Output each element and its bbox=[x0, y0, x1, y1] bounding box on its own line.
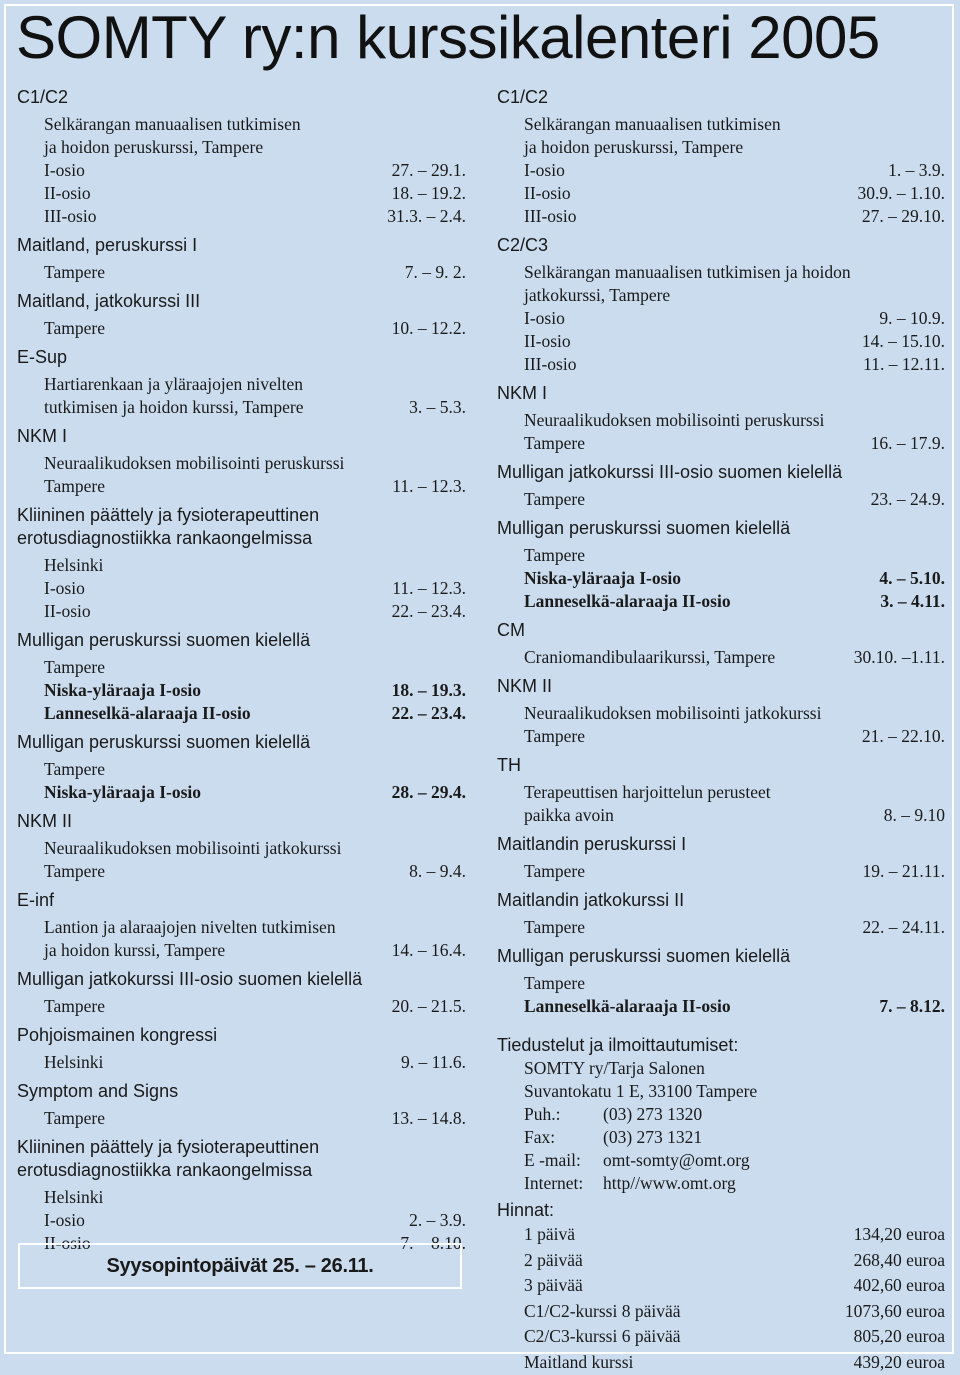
course-heading: Maitlandin peruskurssi I bbox=[497, 833, 945, 856]
course-entry bbox=[17, 629, 466, 725]
course-line-text: Lanneselkä-alaraaja II-osio bbox=[524, 995, 731, 1018]
course-line-text: Craniomandibulaarikurssi, Tampere bbox=[524, 646, 775, 669]
course-line-text: Tampere bbox=[524, 860, 585, 883]
course-line bbox=[497, 702, 945, 725]
course-line-text: Tampere bbox=[44, 261, 105, 284]
autumn-seminar-text: Syysopintopäivät 25. – 26.11. bbox=[107, 1255, 374, 1278]
course-date: 14. – 16.4. bbox=[392, 939, 466, 962]
course-line bbox=[17, 837, 466, 860]
course-line bbox=[17, 475, 466, 498]
course-heading: C1/C2 bbox=[497, 86, 945, 109]
course-line-text: ja hoidon kurssi, Tampere bbox=[44, 939, 225, 962]
course-line-text: Lanneselkä-alaraaja II-osio bbox=[524, 590, 731, 613]
course-date: 8. – 9.10 bbox=[884, 804, 945, 827]
course-line bbox=[17, 758, 466, 781]
course-line bbox=[17, 781, 466, 804]
course-line-text: Tampere bbox=[44, 317, 105, 340]
course-entry bbox=[17, 1136, 466, 1255]
course-line-text: Neuraalikudoksen mobilisointi jatkokurssi bbox=[44, 837, 341, 860]
course-entry bbox=[497, 517, 945, 613]
course-line bbox=[17, 554, 466, 577]
course-line-text: I-osio bbox=[524, 159, 565, 182]
course-heading: CM bbox=[497, 619, 945, 642]
course-date: 19. – 21.11. bbox=[863, 860, 945, 883]
course-line-text: II-osio bbox=[44, 1232, 91, 1255]
course-heading: Mulligan jatkokurssi III-osio suomen kielellä bbox=[17, 968, 466, 991]
course-date: 9. – 10.9. bbox=[879, 307, 945, 330]
course-heading: Pohjoismainen kongressi bbox=[17, 1024, 466, 1047]
course-line bbox=[17, 916, 466, 939]
course-date: 11. – 12.3. bbox=[392, 475, 466, 498]
course-line bbox=[17, 373, 466, 396]
course-line-text: II-osio bbox=[44, 600, 91, 623]
course-line bbox=[17, 205, 466, 228]
course-heading-cont: erotusdiagnostiikka rankaongelmissa bbox=[17, 527, 466, 550]
course-entry bbox=[17, 346, 466, 419]
course-line-text: I-osio bbox=[44, 159, 85, 182]
course-heading-cont: erotusdiagnostiikka rankaongelmissa bbox=[17, 1159, 466, 1182]
course-heading: Mulligan peruskurssi suomen kielellä bbox=[497, 517, 945, 540]
course-entry bbox=[497, 382, 945, 455]
contact-row bbox=[497, 1103, 945, 1126]
course-line bbox=[17, 600, 466, 623]
course-line bbox=[497, 409, 945, 432]
course-date: 18. – 19.2. bbox=[392, 182, 466, 205]
course-line bbox=[17, 261, 466, 284]
course-entry bbox=[17, 1024, 466, 1074]
course-line-text: Niska-yläraaja I-osio bbox=[44, 781, 201, 804]
course-line bbox=[17, 1051, 466, 1074]
course-line bbox=[17, 1107, 466, 1130]
contact-value: (03) 273 1321 bbox=[603, 1126, 702, 1149]
course-heading: TH bbox=[497, 754, 945, 777]
course-date: 14. – 15.10. bbox=[862, 330, 945, 353]
course-line bbox=[497, 113, 945, 136]
course-date: 22. – 23.4. bbox=[392, 600, 466, 623]
course-heading: Kliininen päättely ja fysioterapeuttinen bbox=[17, 504, 466, 527]
course-heading: NKM II bbox=[17, 810, 466, 833]
course-line-text: jatkokurssi, Tampere bbox=[524, 284, 670, 307]
course-date: 31.3. – 2.4. bbox=[387, 205, 466, 228]
course-line-text: III-osio bbox=[524, 205, 576, 228]
course-line bbox=[497, 284, 945, 307]
course-entry bbox=[17, 504, 466, 623]
contact-value: http//www.omt.org bbox=[603, 1172, 736, 1195]
course-line bbox=[497, 353, 945, 376]
course-line bbox=[17, 159, 466, 182]
course-date: 16. – 17.9. bbox=[871, 432, 945, 455]
course-date: 7. – 9. 2. bbox=[405, 261, 466, 284]
price-label: 1 päivä bbox=[524, 1222, 575, 1248]
course-line-text: Tampere bbox=[44, 995, 105, 1018]
course-line bbox=[17, 939, 466, 962]
course-date: 27. – 29.10. bbox=[862, 205, 945, 228]
course-line bbox=[497, 916, 945, 939]
course-line-text: Tampere bbox=[524, 972, 585, 995]
course-entry bbox=[17, 810, 466, 883]
course-date: 20. – 21.5. bbox=[392, 995, 466, 1018]
course-line bbox=[497, 159, 945, 182]
price-value: 402,60 euroa bbox=[854, 1273, 945, 1299]
course-line-text: Tampere bbox=[44, 475, 105, 498]
course-line-text: tutkimisen ja hoidon kurssi, Tampere bbox=[44, 396, 303, 419]
course-date: 30.10. –1.11. bbox=[854, 646, 945, 669]
course-line bbox=[497, 488, 945, 511]
course-line bbox=[497, 995, 945, 1018]
course-line bbox=[17, 113, 466, 136]
course-date: 10. – 12.2. bbox=[392, 317, 466, 340]
course-line bbox=[497, 646, 945, 669]
course-line-text: Tampere bbox=[524, 916, 585, 939]
course-line-text: ja hoidon peruskurssi, Tampere bbox=[524, 136, 743, 159]
course-line-text: Tampere bbox=[524, 725, 585, 748]
price-row bbox=[497, 1248, 945, 1274]
course-line bbox=[497, 544, 945, 567]
course-date: 3. – 4.11. bbox=[880, 590, 945, 613]
price-value: 439,20 euroa bbox=[854, 1350, 945, 1375]
course-line bbox=[497, 136, 945, 159]
course-heading: Mulligan peruskurssi suomen kielellä bbox=[497, 945, 945, 968]
course-heading: E-inf bbox=[17, 889, 466, 912]
course-line bbox=[17, 317, 466, 340]
course-line-text: Helsinki bbox=[44, 1186, 103, 1209]
course-line-text: Terapeuttisen harjoittelun perusteet bbox=[524, 781, 771, 804]
course-line bbox=[497, 590, 945, 613]
left-column bbox=[17, 86, 466, 1255]
course-line bbox=[497, 182, 945, 205]
course-entry bbox=[17, 234, 466, 284]
course-line-text: paikka avoin bbox=[524, 804, 614, 827]
contact-row bbox=[497, 1126, 945, 1149]
course-line-text: Tampere bbox=[44, 758, 105, 781]
course-line bbox=[497, 725, 945, 748]
course-line bbox=[17, 860, 466, 883]
contact-value: (03) 273 1320 bbox=[603, 1103, 702, 1126]
course-date: 22. – 24.11. bbox=[863, 916, 945, 939]
course-entry bbox=[17, 968, 466, 1018]
course-line-text: Neuraalikudoksen mobilisointi jatkokurssi bbox=[524, 702, 821, 725]
course-line-text: Selkärangan manuaalisen tutkimisen ja hoidon bbox=[524, 261, 851, 284]
course-heading: Kliininen päättely ja fysioterapeuttinen bbox=[17, 1136, 466, 1159]
contact-label: Internet: bbox=[524, 1172, 603, 1195]
course-entry bbox=[497, 945, 945, 1018]
course-entry bbox=[497, 234, 945, 376]
course-heading: C2/C3 bbox=[497, 234, 945, 257]
course-date: 3. – 5.3. bbox=[409, 396, 466, 419]
course-line-text: Tampere bbox=[44, 656, 105, 679]
contact-value: omt-somty@omt.org bbox=[603, 1149, 750, 1172]
course-line bbox=[497, 261, 945, 284]
course-line bbox=[17, 452, 466, 475]
course-entry bbox=[17, 1080, 466, 1130]
course-heading: C1/C2 bbox=[17, 86, 466, 109]
course-line-text: Niska-yläraaja I-osio bbox=[524, 567, 681, 590]
course-line bbox=[17, 182, 466, 205]
course-heading: Maitland, peruskurssi I bbox=[17, 234, 466, 257]
course-line bbox=[497, 804, 945, 827]
course-line bbox=[497, 432, 945, 455]
course-line bbox=[17, 577, 466, 600]
course-line-text: Helsinki bbox=[44, 554, 103, 577]
course-line bbox=[497, 781, 945, 804]
course-line-text: II-osio bbox=[524, 182, 571, 205]
price-value: 1073,60 euroa bbox=[845, 1299, 945, 1325]
price-label: C2/C3-kurssi 6 päivää bbox=[524, 1324, 681, 1350]
price-row bbox=[497, 1222, 945, 1248]
course-line-text: Tampere bbox=[44, 860, 105, 883]
autumn-seminar-box bbox=[18, 1243, 462, 1289]
contact-heading: Tiedustelut ja ilmoittautumiset: bbox=[497, 1034, 945, 1057]
course-line bbox=[497, 205, 945, 228]
course-line-text: Selkärangan manuaalisen tutkimisen bbox=[524, 113, 781, 136]
course-line bbox=[17, 1186, 466, 1209]
course-date: 11. – 12.11. bbox=[863, 353, 945, 376]
course-date: 2. – 3.9. bbox=[409, 1209, 466, 1232]
course-entry bbox=[497, 619, 945, 669]
course-heading: Mulligan peruskurssi suomen kielellä bbox=[17, 731, 466, 754]
course-line-text: II-osio bbox=[44, 182, 91, 205]
price-value: 134,20 euroa bbox=[854, 1222, 945, 1248]
course-heading: E-Sup bbox=[17, 346, 466, 369]
price-value: 268,40 euroa bbox=[854, 1248, 945, 1274]
course-line-text: Tampere bbox=[44, 1107, 105, 1130]
course-date: 18. – 19.3. bbox=[392, 679, 466, 702]
course-line bbox=[17, 136, 466, 159]
course-date: 30.9. – 1.10. bbox=[858, 182, 946, 205]
course-line bbox=[17, 396, 466, 419]
course-line-text: Helsinki bbox=[44, 1051, 103, 1074]
course-heading: Maitland, jatkokurssi III bbox=[17, 290, 466, 313]
course-line-text: III-osio bbox=[44, 205, 96, 228]
contact-org: SOMTY ry/Tarja Salonen bbox=[497, 1057, 945, 1080]
course-date: 23. – 24.9. bbox=[871, 488, 945, 511]
course-line-text: II-osio bbox=[524, 330, 571, 353]
course-line-text: Neuraalikudoksen mobilisointi peruskurssi bbox=[524, 409, 824, 432]
course-date: 13. – 14.8. bbox=[392, 1107, 466, 1130]
course-date: 8. – 9.4. bbox=[409, 860, 466, 883]
course-entry bbox=[497, 754, 945, 827]
contact-row bbox=[497, 1149, 945, 1172]
course-heading: Symptom and Signs bbox=[17, 1080, 466, 1103]
course-line bbox=[17, 1209, 466, 1232]
contact-label: Puh.: bbox=[524, 1103, 603, 1126]
course-heading: Maitlandin jatkokurssi II bbox=[497, 889, 945, 912]
course-entry bbox=[497, 461, 945, 511]
course-line-text: III-osio bbox=[524, 353, 576, 376]
course-line-text: I-osio bbox=[44, 577, 85, 600]
course-line-text: Lantion ja alaraajojen nivelten tutkimisen bbox=[44, 916, 336, 939]
course-line-text: Tampere bbox=[524, 488, 585, 511]
prices-heading: Hinnat: bbox=[497, 1199, 945, 1222]
contact-rows bbox=[497, 1103, 945, 1195]
contact-label: E -mail: bbox=[524, 1149, 603, 1172]
price-label: C1/C2-kurssi 8 päivää bbox=[524, 1299, 681, 1325]
price-row bbox=[497, 1350, 945, 1375]
course-date: 9. – 11.6. bbox=[401, 1051, 466, 1074]
course-date: 11. – 12.3. bbox=[392, 577, 466, 600]
course-line bbox=[17, 702, 466, 725]
course-date: 1. – 3.9. bbox=[888, 159, 945, 182]
contact-row bbox=[497, 1172, 945, 1195]
course-heading: NKM I bbox=[497, 382, 945, 405]
price-value: 805,20 euroa bbox=[854, 1324, 945, 1350]
right-course-list bbox=[497, 86, 945, 1018]
course-line-text: Tampere bbox=[524, 432, 585, 455]
course-line bbox=[497, 307, 945, 330]
course-entry bbox=[497, 889, 945, 939]
course-date: 22. – 23.4. bbox=[392, 702, 466, 725]
course-line bbox=[497, 330, 945, 353]
course-entry bbox=[17, 731, 466, 804]
course-date: 4. – 5.10. bbox=[879, 567, 945, 590]
course-line-text: I-osio bbox=[524, 307, 565, 330]
contact-address: Suvantokatu 1 E, 33100 Tampere bbox=[497, 1080, 945, 1103]
course-line-text: Tampere bbox=[524, 544, 585, 567]
course-line-text: Lanneselkä-alaraaja II-osio bbox=[44, 702, 251, 725]
course-line bbox=[17, 656, 466, 679]
course-line bbox=[17, 679, 466, 702]
page-title: SOMTY ry:n kurssikalenteri 2005 bbox=[16, 2, 880, 74]
price-list bbox=[497, 1222, 945, 1375]
course-entry bbox=[17, 889, 466, 962]
course-line bbox=[497, 567, 945, 590]
course-entry bbox=[17, 86, 466, 228]
course-date: 7. – 8.12. bbox=[879, 995, 945, 1018]
course-line bbox=[17, 995, 466, 1018]
course-date: 27. – 29.1. bbox=[392, 159, 466, 182]
course-date: 7. – 8.10. bbox=[400, 1232, 466, 1255]
course-line-text: Niska-yläraaja I-osio bbox=[44, 679, 201, 702]
course-date: 28. – 29.4. bbox=[392, 781, 466, 804]
course-entry bbox=[497, 675, 945, 748]
price-row bbox=[497, 1324, 945, 1350]
course-line bbox=[497, 972, 945, 995]
course-entry bbox=[17, 425, 466, 498]
price-label: 3 päivää bbox=[524, 1273, 583, 1299]
course-entry bbox=[497, 86, 945, 228]
price-label: 2 päivää bbox=[524, 1248, 583, 1274]
course-entry bbox=[17, 290, 466, 340]
right-column bbox=[497, 86, 945, 1375]
course-heading: NKM II bbox=[497, 675, 945, 698]
price-label: Maitland kurssi bbox=[524, 1350, 633, 1375]
contact-label: Fax: bbox=[524, 1126, 603, 1149]
course-heading: NKM I bbox=[17, 425, 466, 448]
course-line-text: ja hoidon peruskurssi, Tampere bbox=[44, 136, 263, 159]
course-heading: Mulligan peruskurssi suomen kielellä bbox=[17, 629, 466, 652]
course-line-text: I-osio bbox=[44, 1209, 85, 1232]
course-line bbox=[497, 860, 945, 883]
course-date: 21. – 22.10. bbox=[862, 725, 945, 748]
course-heading: Mulligan jatkokurssi III-osio suomen kielellä bbox=[497, 461, 945, 484]
price-row bbox=[497, 1273, 945, 1299]
course-line-text: Neuraalikudoksen mobilisointi peruskurssi bbox=[44, 452, 344, 475]
course-line-text: Hartiarenkaan ja yläraajojen nivelten bbox=[44, 373, 303, 396]
course-line-text: Selkärangan manuaalisen tutkimisen bbox=[44, 113, 301, 136]
course-entry bbox=[497, 833, 945, 883]
price-row bbox=[497, 1299, 945, 1325]
